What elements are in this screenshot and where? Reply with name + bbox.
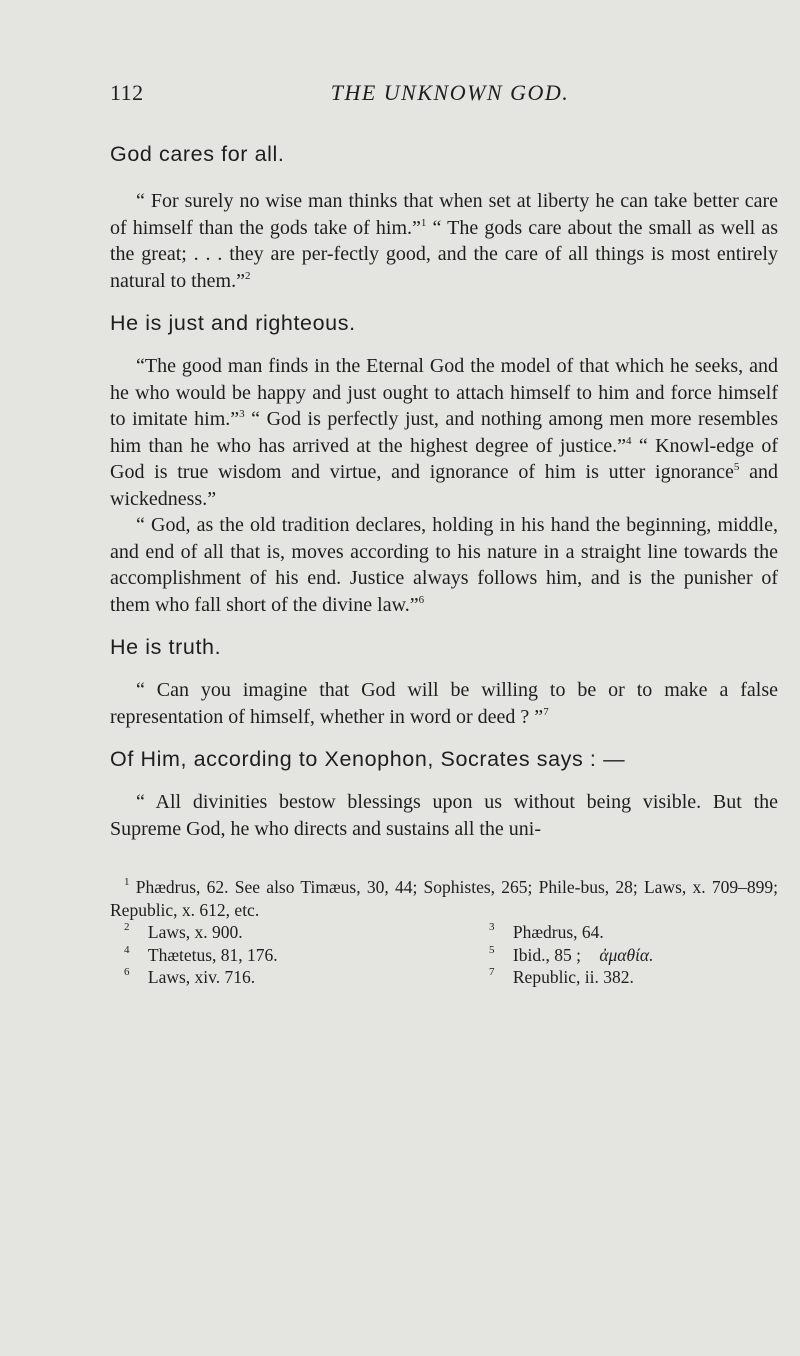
section-heading: God cares for all. — [110, 142, 285, 166]
footnote-ref: 4 — [625, 434, 632, 447]
paragraph — [110, 789, 778, 842]
footnote — [110, 944, 475, 967]
footnote-text: Ibid., 85 ; — [512, 944, 586, 965]
footnotes — [110, 876, 778, 989]
text-run: and wickedness.” — [110, 461, 778, 510]
footnote-grid — [110, 921, 778, 989]
running-title: THE UNKNOWN GOD. — [330, 80, 570, 105]
paragraph — [110, 677, 778, 730]
greek-word: ἀμαθία. — [599, 944, 654, 965]
section-heading: He is truth. — [110, 635, 222, 659]
footnote-mark: 4 — [124, 943, 130, 956]
footnote — [475, 921, 775, 944]
footnote-ref: 7 — [543, 705, 549, 718]
paragraph — [110, 188, 778, 294]
text-run: “ God is perfectly just, and nothing among men more resembles him than he who has arrived at the highest degree of justice.” — [110, 408, 778, 457]
footnote-mark: 7 — [489, 966, 495, 978]
footnote-mark: 3 — [489, 921, 495, 933]
section-heading: He is just and righteous. — [110, 311, 356, 335]
footnote — [475, 966, 775, 989]
section-heading: Of Him, according to Xenophon, Socrates says : — — [110, 747, 626, 771]
text-run: “ The gods care about the small as well as the great; . . . they are per-fectly good, and the care of all things is most entirely natural to them.” — [110, 216, 778, 292]
footnote-ref: 1 — [420, 216, 427, 229]
paragraph — [110, 353, 778, 512]
footnote-mark: 5 — [489, 943, 495, 956]
text-run: “ All divinities bestow blessings upon us without being visible. But the Supreme God, he who directs and sustains all the uni- — [110, 791, 778, 840]
paragraph — [110, 512, 778, 618]
footnote-ref: 3 — [239, 408, 245, 420]
footnote-text: Laws, xiv. 716. — [147, 967, 256, 987]
footnote-ref: 5 — [733, 461, 740, 473]
footnote — [110, 966, 475, 989]
text-run: “ For surely no wise man thinks that when set at liberty he can take better care of himself than the gods take of him.” — [110, 190, 778, 239]
footnote-text: Thætetus, 81, 176. — [147, 944, 278, 965]
footnote-text: Phædrus, 62. See also Timæus, 30, 44; Sophistes, 265; Phile-bus, 28; Laws, x. 709–899; Republic, x. 612, etc. — [110, 877, 778, 920]
footnote-text: Laws, x. 900. — [147, 922, 243, 942]
footnote-text: Phædrus, 64. — [512, 922, 604, 942]
footnote-mark: 6 — [124, 966, 130, 978]
footnote-ref: 6 — [418, 593, 425, 606]
footnote-text: Republic, ii. 382. — [512, 967, 634, 987]
footnote — [475, 944, 775, 967]
footnote — [110, 921, 475, 944]
footnote-mark: 1 — [124, 876, 130, 888]
text-run: “The good man finds in the Eternal God the model of that which he seeks, and he who would be happy and just ought to attach himself to him and force himself to imitate him.” — [110, 355, 778, 430]
page-body — [110, 142, 778, 989]
text-run: “ Can you imagine that God will be willing to be or to make a false representation of himself, whether in word or deed ? ” — [110, 679, 778, 728]
footnote-mark: 2 — [124, 921, 130, 933]
footnote-ref: 2 — [244, 269, 251, 282]
footnote — [110, 876, 778, 921]
text-run: “ God, as the old tradition declares, holding in his hand the beginning, middle, and end of all that is, moves according to his nature in a straight line towards the accomplishment of his end. Justice always follows him, and is the punisher of them who fall short of the divine law.” — [110, 514, 778, 616]
page-number: 112 — [110, 80, 144, 105]
running-header — [110, 80, 730, 110]
text-run: “ Knowl-edge of God is true wisdom and virtue, and ignorance of him is utter ignorance — [110, 434, 778, 483]
